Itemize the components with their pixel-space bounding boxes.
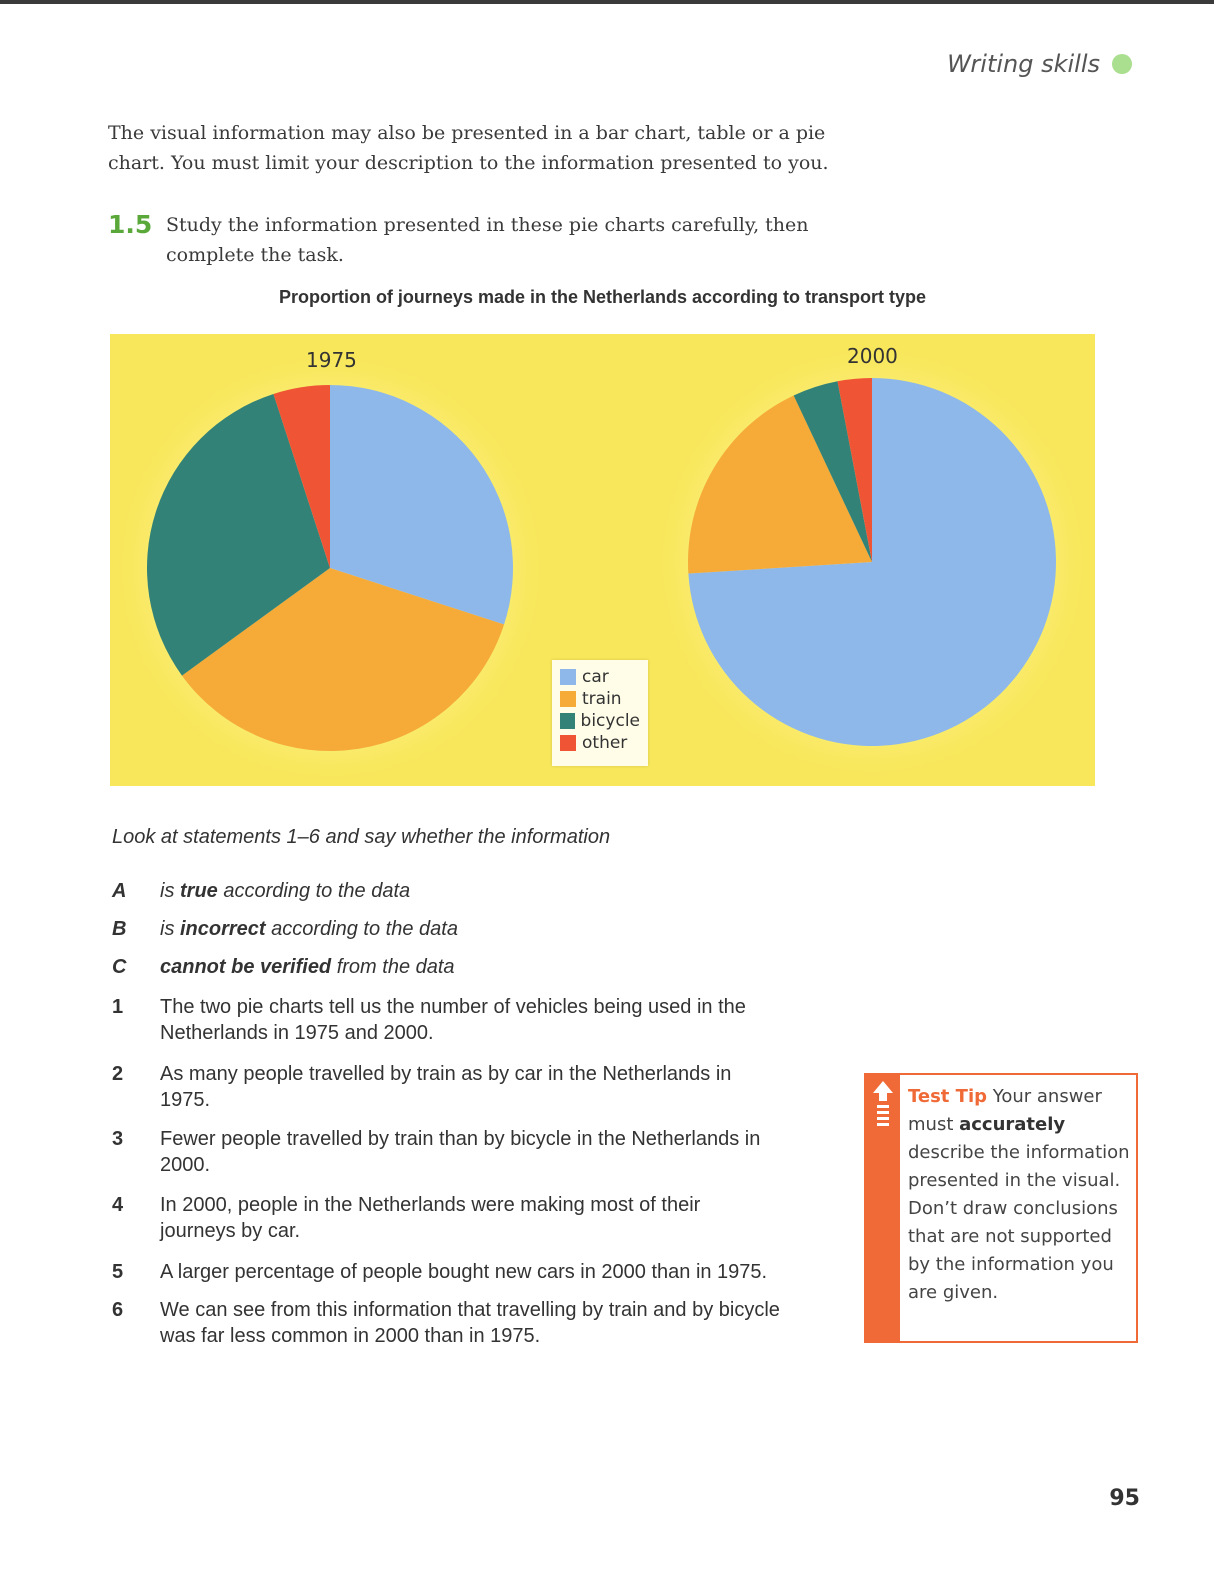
legend-item-other bbox=[560, 732, 640, 754]
legend-swatch-car bbox=[560, 669, 576, 685]
legend-label-other: other bbox=[582, 733, 628, 753]
statement-number: 1 bbox=[112, 996, 124, 1018]
pie-chart-panel bbox=[110, 334, 1095, 786]
option-text: is incorrect according to the data bbox=[160, 918, 458, 940]
option-letter: B bbox=[112, 918, 127, 940]
pie-title-1975: 1975 bbox=[306, 348, 357, 372]
chart-title: Proportion of journeys made in the Netherlands according to transport type bbox=[278, 287, 927, 307]
legend-item-car bbox=[560, 666, 640, 688]
statement-number: 6 bbox=[112, 1299, 124, 1321]
section-header bbox=[947, 50, 1132, 78]
arrow-up-icon bbox=[872, 1079, 894, 1129]
statement-text: In 2000, people in the Netherlands were making most of their journeys by car. bbox=[160, 1194, 701, 1242]
legend-item-train bbox=[560, 688, 640, 710]
exercise-instruction: Study the information presented in these pie charts carefully, then complete the task. bbox=[166, 214, 809, 266]
legend-label-bicycle: bicycle bbox=[580, 711, 640, 731]
test-tip-text: Test Tip Your answer must accurately describe the information presented in the visual. Don’t draw conclusions that are not supported by the information you are given. bbox=[908, 1086, 1130, 1303]
statement-text: A larger percentage of people bought new cars in 2000 than in 1975. bbox=[160, 1261, 768, 1283]
legend-swatch-bicycle bbox=[560, 713, 575, 729]
statement-text: The two pie charts tell us the number of vehicles being used in the Netherlands in 1975 and 2000. bbox=[160, 996, 746, 1044]
task-prompt: Look at statements 1–6 and say whether the information bbox=[112, 826, 611, 848]
statement-number: 4 bbox=[112, 1194, 124, 1216]
option-letter: C bbox=[112, 956, 127, 978]
legend-label-car: car bbox=[582, 667, 609, 687]
statement-number: 5 bbox=[112, 1261, 124, 1283]
statement-text: As many people travelled by train as by car in the Netherlands in 1975. bbox=[160, 1063, 732, 1111]
chart-legend bbox=[552, 660, 648, 766]
section-title: Writing skills bbox=[947, 50, 1100, 78]
legend-swatch-other bbox=[560, 735, 576, 751]
statement-text: We can see from this information that travelling by train and by bicycle was far less common in 2000 than in 1975. bbox=[160, 1299, 780, 1347]
legend-item-bicycle bbox=[560, 710, 640, 732]
option-text: cannot be verified from the data bbox=[160, 956, 455, 978]
section-dot-icon bbox=[1112, 54, 1132, 74]
legend-label-train: train bbox=[582, 689, 622, 709]
statement-number: 3 bbox=[112, 1128, 124, 1150]
option-text: is true according to the data bbox=[160, 880, 411, 902]
top-rule bbox=[0, 0, 1214, 4]
test-tip-box bbox=[864, 1073, 1138, 1343]
option-letter: A bbox=[112, 880, 127, 902]
pie-title-2000: 2000 bbox=[847, 344, 898, 368]
statement-text: Fewer people travelled by train than by bicycle in the Netherlands in 2000. bbox=[160, 1128, 761, 1176]
statement-number: 2 bbox=[112, 1063, 124, 1085]
test-tip-label: Test Tip bbox=[908, 1086, 988, 1107]
exercise-number: 1.5 bbox=[108, 210, 153, 239]
intro-paragraph: The visual information may also be presented in a bar chart, table or a pie chart. You must limit your description to the information presented to you. bbox=[108, 122, 829, 174]
legend-swatch-train bbox=[560, 691, 576, 707]
test-tip-bar bbox=[866, 1075, 900, 1341]
page-number: 95 bbox=[1109, 1486, 1140, 1511]
